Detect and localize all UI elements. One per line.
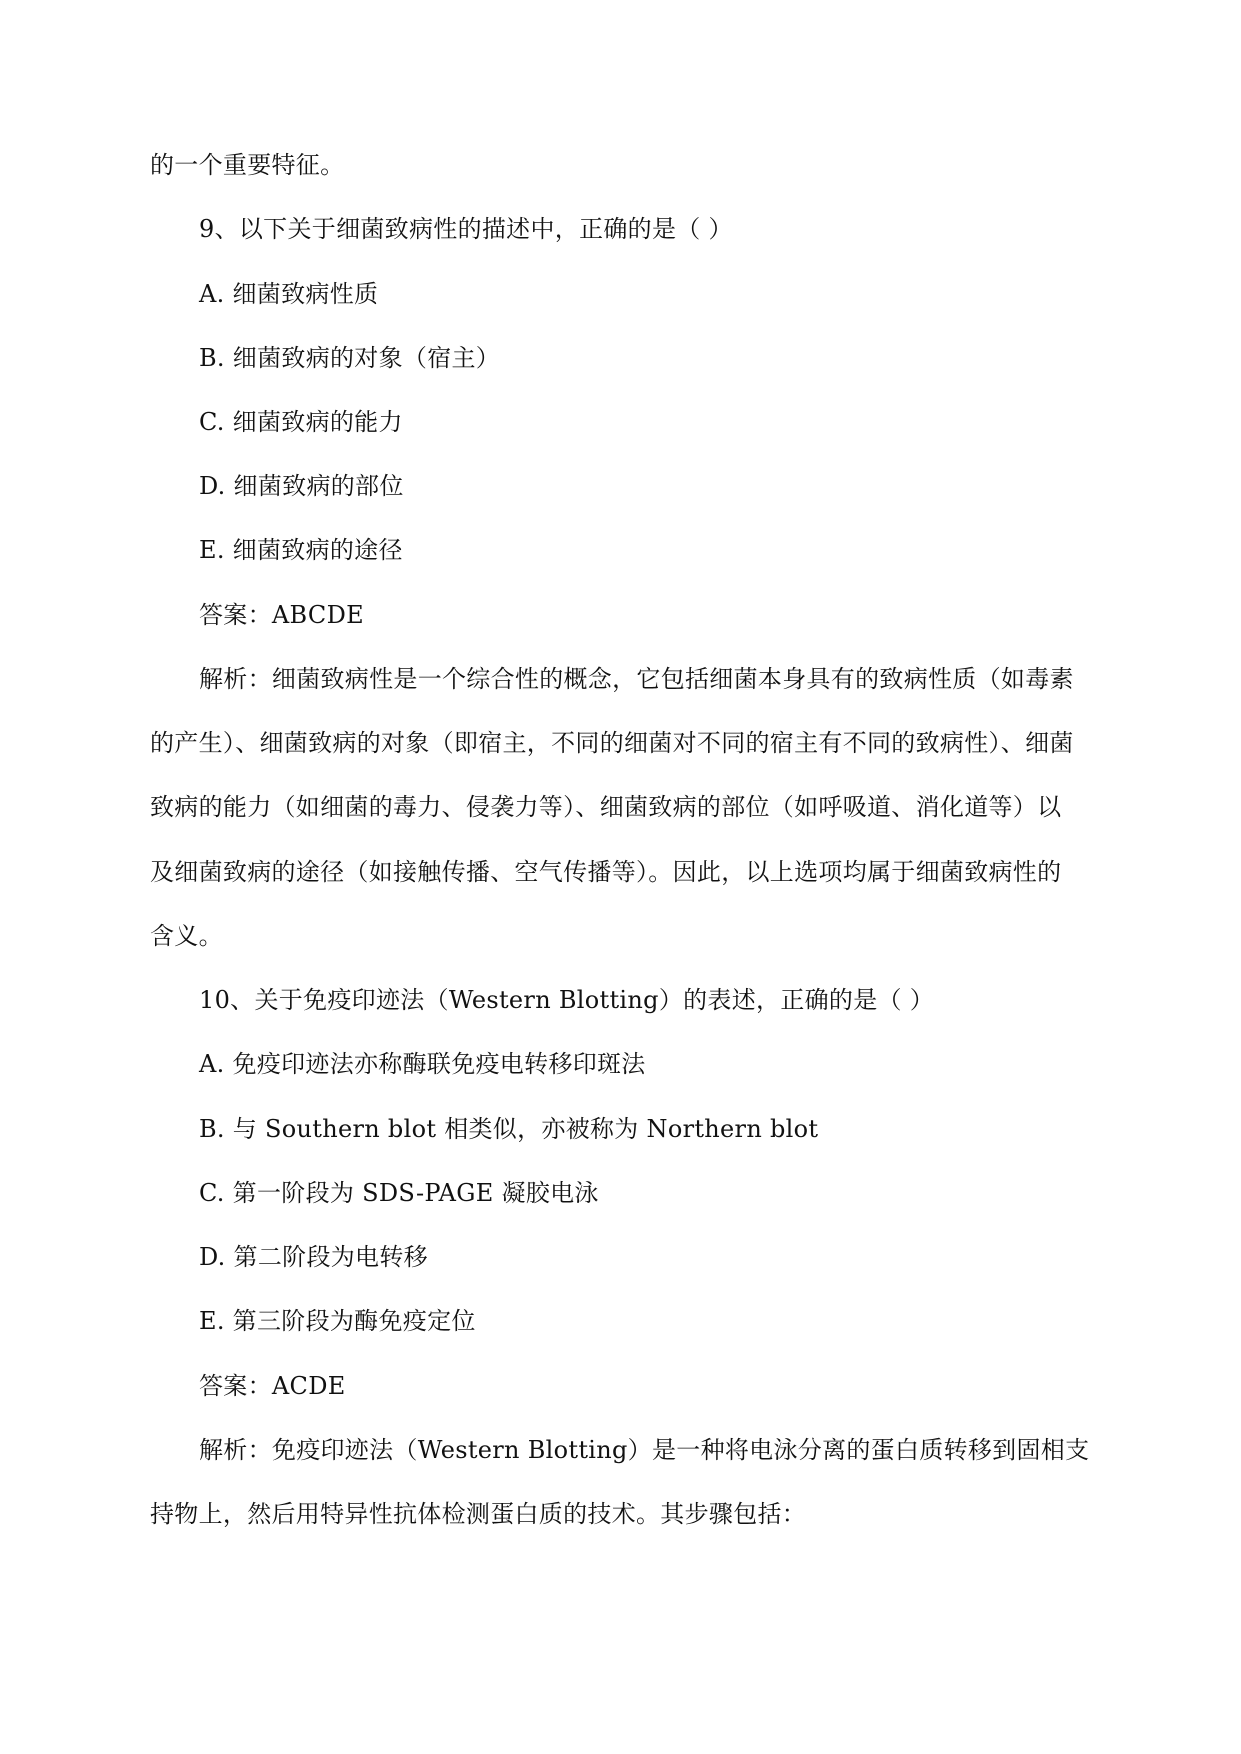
option-b: B. 与 Southern blot 相类似，亦被称为 Northern blot — [199, 1115, 819, 1143]
answer: 答案：ACDE — [199, 1372, 346, 1400]
answer: 答案：ABCDE — [199, 601, 364, 629]
text-line: 的一个重要特征。 — [150, 151, 345, 179]
text-line: 持物上，然后用特异性抗体检测蛋白质的技术。其步骤包括： — [150, 1500, 807, 1528]
option-d: D. 第二阶段为电转移 — [199, 1243, 428, 1271]
question-10: 10、关于免疫印迹法（Western Blotting）的表述，正确的是（ ） — [199, 986, 935, 1014]
option-d: D. 细菌致病的部位 — [199, 472, 404, 500]
explanation: 解析：细菌致病性是一个综合性的概念，它包括细菌本身具有的致病性质（如毒素 — [199, 665, 1074, 693]
option-e: E. 第三阶段为酶免疫定位 — [199, 1307, 476, 1335]
text-line: 及细菌致病的途径（如接触传播、空气传播等）。因此，以上选项均属于细菌致病性的 — [150, 858, 1062, 886]
option-c: C. 第一阶段为 SDS-PAGE 凝胶电泳 — [199, 1179, 599, 1207]
option-a: A. 细菌致病性质 — [199, 280, 379, 308]
option-b: B. 细菌致病的对象（宿主） — [199, 344, 501, 372]
option-c: C. 细菌致病的能力 — [199, 408, 403, 436]
text-line: 致病的能力（如细菌的毒力、侵袭力等）、细菌致病的部位（如呼吸道、消化道等）以 — [150, 793, 1062, 821]
text-line: 含义。 — [150, 922, 223, 950]
option-a: A. 免疫印迹法亦称酶联免疫电转移印斑法 — [199, 1050, 646, 1078]
option-e: E. 细菌致病的途径 — [199, 536, 403, 564]
text-line: 的产生）、细菌致病的对象（即宿主，不同的细菌对不同的宿主有不同的致病性）、细菌 — [150, 729, 1074, 757]
question-9: 9、以下关于细菌致病性的描述中，正确的是（ ） — [199, 215, 733, 243]
explanation: 解析：免疫印迹法（Western Blotting）是一种将电泳分离的蛋白质转移到固相支 — [199, 1436, 1090, 1464]
